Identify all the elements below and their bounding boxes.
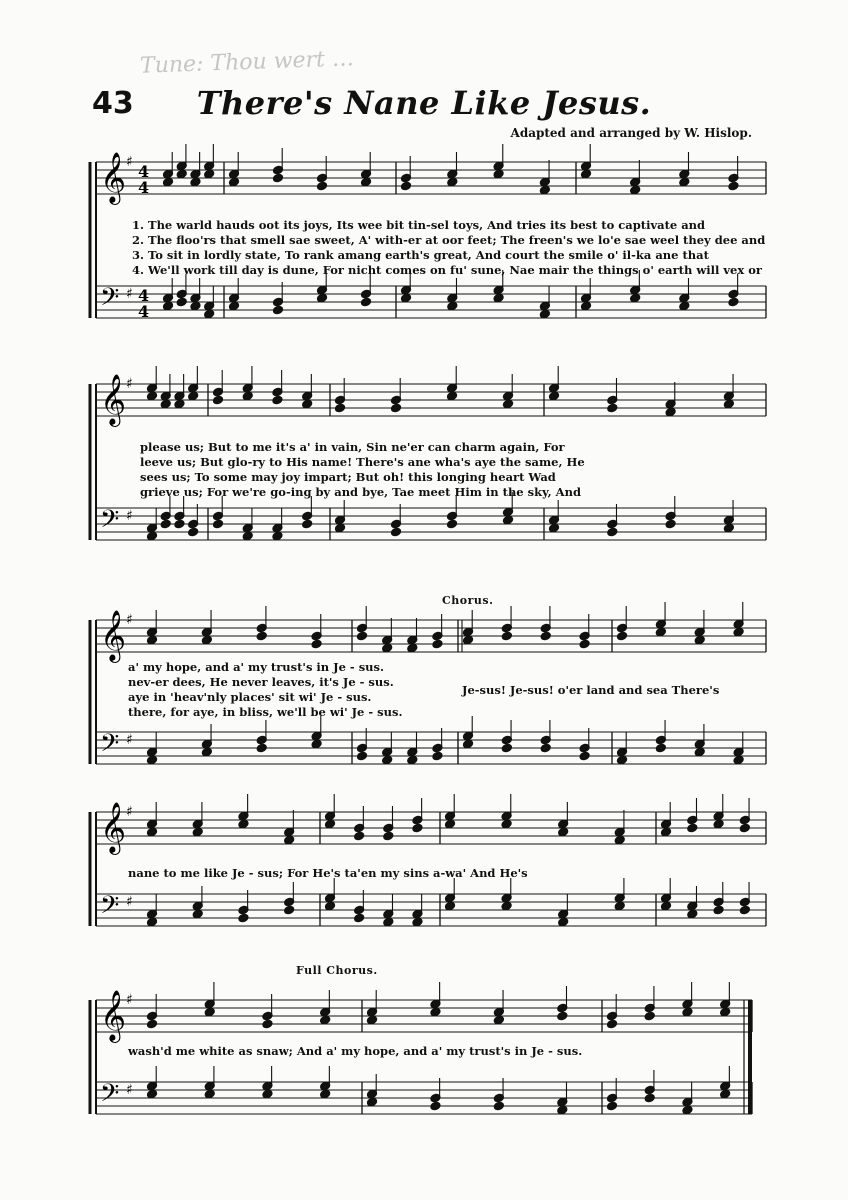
note-head (284, 905, 295, 914)
key-sharp: ♯ (126, 508, 133, 524)
note-head (317, 293, 328, 302)
note-head (630, 293, 641, 302)
note-head (720, 1089, 731, 1098)
note-head (713, 905, 724, 914)
note-head (391, 403, 402, 412)
key-sharp: ♯ (126, 1082, 133, 1098)
note-head (176, 169, 187, 178)
note-head (147, 827, 158, 836)
note-head (503, 399, 514, 408)
note-head (557, 1011, 568, 1020)
verse-1-line-1: 1. The warld hauds oot its joys, Its wee bit tin-sel toys, And tries its best to captivate and (132, 218, 706, 232)
note-head (739, 905, 750, 914)
note-head (432, 751, 443, 760)
note-head (493, 293, 504, 302)
note-head (430, 1101, 441, 1110)
note-head (147, 391, 158, 400)
note-head (687, 909, 698, 918)
note-head (272, 395, 283, 404)
note-head (242, 391, 253, 400)
full-chorus-lyric-line: wash'd me white as snaw; And a' my hope, and a' my trust's in Je - sus. (128, 1044, 583, 1058)
verse-2-line-1: 2. The floo'rs that smell sae sweet, A' with-er at oor feet; The freen's we lo'e sae weel they dee and (132, 233, 766, 247)
note-head (503, 515, 514, 524)
verse-4-line-3: there, for aye, in bliss, we'll be wi' Je - sus. (128, 705, 403, 719)
note-head (679, 301, 690, 310)
note-head (204, 309, 215, 318)
time-signature-numerator: 4 (138, 286, 150, 305)
note-head (581, 301, 592, 310)
note-head (213, 519, 224, 528)
note-head (665, 519, 676, 528)
note-head (445, 819, 456, 828)
note-head (147, 1089, 158, 1098)
treble-clef: 𝄞 (100, 374, 127, 425)
note-head (445, 901, 456, 910)
note-head (325, 901, 336, 910)
note-head (655, 743, 666, 752)
note-head (644, 1093, 655, 1102)
verse-2-line-3: nev-er dees, He never leaves, it's Je - sus. (128, 675, 394, 689)
note-head (204, 1007, 215, 1016)
note-head (367, 1097, 378, 1106)
bass-clef: 𝄢 (100, 729, 120, 764)
note-head (679, 177, 690, 186)
key-sharp: ♯ (126, 992, 133, 1008)
note-head (147, 531, 158, 540)
note-head (320, 1015, 331, 1024)
note-head (682, 1007, 693, 1016)
note-head (661, 901, 672, 910)
note-head (163, 301, 174, 310)
note-head (160, 519, 171, 528)
note-head (382, 643, 393, 652)
note-head (401, 293, 412, 302)
note-head (540, 743, 551, 752)
note-head (273, 305, 284, 314)
verse-3-line-2: sees us; To some may joy impart; But oh! this longing heart Wad (140, 470, 556, 484)
note-head (713, 819, 724, 828)
key-sharp: ♯ (126, 732, 133, 748)
verse-1-line-3: a' my hope, and a' my trust's in Je - sus. (128, 660, 385, 674)
bass-clef: 𝄢 (100, 505, 120, 540)
note-head (367, 1015, 378, 1024)
note-head (579, 751, 590, 760)
note-head (558, 917, 569, 926)
note-head (447, 177, 458, 186)
note-head (238, 819, 249, 828)
note-head (335, 523, 346, 532)
note-head (581, 169, 592, 178)
verse-1-line-2: please us; But to me it's a' in vain, Sin ne'er can charm again, For (140, 440, 565, 454)
note-head (383, 831, 394, 840)
verse-4-line-1: 4. We'll work till day is dune, For nicht comes on fu' sune, Nae mair the things o' earth will vex or (132, 263, 762, 277)
note-head (163, 177, 174, 186)
note-head (273, 173, 284, 182)
note-head (630, 185, 641, 194)
verse-3-line-3: aye in 'heav'nly places' sit wi' Je - sus. (128, 690, 372, 704)
note-head (383, 917, 394, 926)
verse-3-line-1: 3. To sit in lordly state, To rank amang earth's great, And court the smile o' il-ka ane that (132, 248, 709, 262)
note-head (229, 301, 240, 310)
note-head (447, 391, 458, 400)
note-head (558, 827, 569, 836)
note-head (617, 755, 628, 764)
note-head (262, 1089, 273, 1098)
note-head (188, 527, 199, 536)
note-head (644, 1011, 655, 1020)
note-head (501, 901, 512, 910)
note-head (682, 1105, 693, 1114)
note-head (242, 531, 253, 540)
note-head (311, 639, 322, 648)
note-head (733, 627, 744, 636)
note-head (655, 627, 666, 636)
note-head (728, 297, 739, 306)
note-head (687, 823, 698, 832)
note-head (174, 519, 185, 528)
note-head (694, 747, 705, 756)
note-head (147, 755, 158, 764)
note-head (557, 1105, 568, 1114)
note-head (540, 631, 551, 640)
note-head (447, 301, 458, 310)
note-head (361, 177, 372, 186)
attribution: Adapted and arranged by W. Hislop. (510, 126, 752, 140)
note-head (607, 1019, 618, 1028)
note-head (447, 519, 458, 528)
key-sharp: ♯ (126, 612, 133, 628)
note-head (579, 639, 590, 648)
key-sharp: ♯ (126, 804, 133, 820)
verse-4-line-2: grieve us; For we're go-ing by and bye, Tae meet Him in the sky, And (140, 485, 581, 499)
note-head (607, 1101, 618, 1110)
key-sharp: ♯ (126, 894, 133, 910)
note-head (357, 751, 368, 760)
time-signature-denominator: 4 (138, 178, 150, 197)
note-head (188, 391, 199, 400)
note-head (539, 185, 550, 194)
note-head (728, 181, 739, 190)
bass-clef: 𝄢 (100, 891, 120, 926)
note-head (401, 181, 412, 190)
note-head (147, 1019, 158, 1028)
note-head (432, 639, 443, 648)
note-head (190, 177, 201, 186)
note-head (190, 301, 201, 310)
page-number: 43 (92, 86, 134, 121)
note-head (723, 399, 734, 408)
key-sharp: ♯ (126, 154, 133, 170)
note-head (549, 391, 560, 400)
note-head (617, 631, 628, 640)
note-head (733, 755, 744, 764)
bass-clef: 𝄢 (100, 1079, 120, 1114)
note-head (174, 399, 185, 408)
note-head (284, 835, 295, 844)
note-head (493, 1101, 504, 1110)
note-head (549, 523, 560, 532)
time-signature-numerator: 4 (138, 162, 150, 181)
note-head (262, 1019, 273, 1028)
note-head (501, 743, 512, 752)
treble-clef: 𝄞 (100, 990, 127, 1041)
note-head (607, 527, 618, 536)
note-head (739, 823, 750, 832)
note-head (147, 635, 158, 644)
time-signature-denominator: 4 (138, 302, 150, 321)
note-head (272, 531, 283, 540)
note-head (147, 917, 158, 926)
note-head (723, 523, 734, 532)
note-head (614, 901, 625, 910)
note-head (317, 181, 328, 190)
note-head (311, 739, 322, 748)
bass-clef: 𝄢 (100, 283, 120, 318)
note-head (720, 1007, 731, 1016)
note-head (238, 913, 249, 922)
note-head (382, 755, 393, 764)
note-head (192, 909, 203, 918)
note-head (325, 819, 336, 828)
chorus-lyric-line-2: nane to me like Je - sus; For He's ta'en my sins a-wa' And He's (128, 866, 528, 880)
note-head (192, 827, 203, 836)
note-head (357, 631, 368, 640)
note-head (204, 169, 215, 178)
treble-clef: 𝄞 (100, 152, 127, 203)
note-head (407, 643, 418, 652)
treble-clef: 𝄞 (100, 610, 127, 661)
note-head (201, 635, 212, 644)
note-head (256, 631, 267, 640)
key-sharp: ♯ (126, 286, 133, 302)
note-head (614, 835, 625, 844)
note-head (354, 913, 365, 922)
note-head (213, 395, 224, 404)
note-head (160, 399, 171, 408)
hymn-title: There's Nane Like Jesus. (196, 84, 652, 122)
note-head (661, 827, 672, 836)
note-head (463, 739, 474, 748)
note-head (229, 177, 240, 186)
verse-2-line-2: leeve us; But glo-ry to His name! There's ane wha's aye the same, He (140, 455, 585, 469)
note-head (302, 399, 313, 408)
note-head (501, 819, 512, 828)
note-head (607, 403, 618, 412)
chorus-lyric-line: Je-sus! Je-sus! o'er land and sea There's (462, 683, 720, 697)
note-head (539, 309, 550, 318)
note-head (391, 527, 402, 536)
note-head (493, 169, 504, 178)
full-chorus-label: Full Chorus. (296, 964, 378, 977)
note-head (204, 1089, 215, 1098)
note-head (335, 403, 346, 412)
note-head (354, 831, 365, 840)
note-head (176, 297, 187, 306)
key-sharp: ♯ (126, 376, 133, 392)
note-head (463, 635, 474, 644)
note-head (201, 747, 212, 756)
note-head (430, 1007, 441, 1016)
chorus-label: Chorus. (442, 594, 494, 607)
note-head (493, 1015, 504, 1024)
note-head (361, 297, 372, 306)
note-head (412, 917, 423, 926)
note-head (407, 755, 418, 764)
note-head (320, 1089, 331, 1098)
note-head (501, 631, 512, 640)
treble-clef: 𝄞 (100, 802, 127, 853)
note-head (694, 635, 705, 644)
note-head (665, 407, 676, 416)
note-head (256, 743, 267, 752)
note-head (302, 519, 313, 528)
pencil-annotation: Tune: Thou wert … (139, 46, 355, 79)
note-head (412, 823, 423, 832)
